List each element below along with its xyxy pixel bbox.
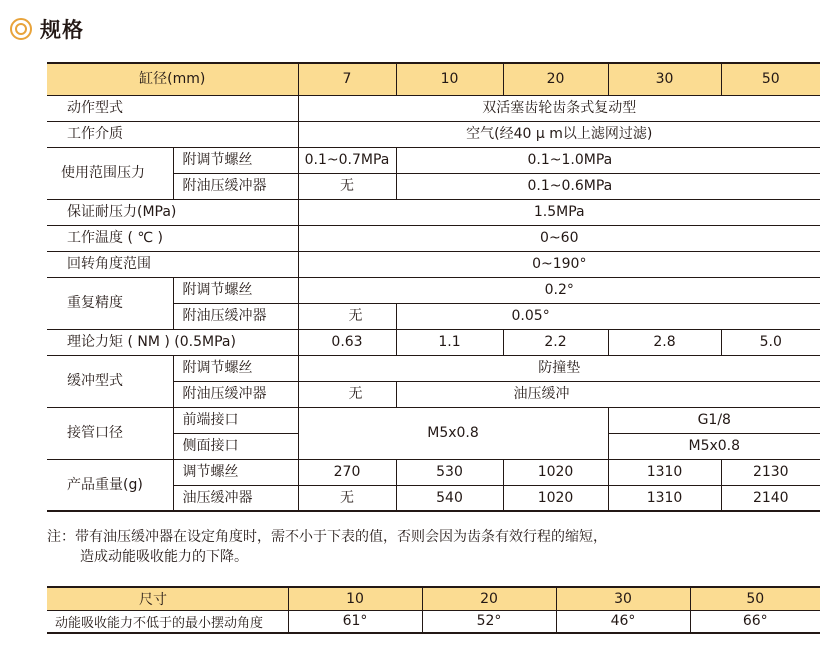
min-angle-label: 动能吸收能力不低于的最小摆动角度 xyxy=(47,610,288,633)
cushion-shock-rest: 油压缓冲 xyxy=(396,381,820,407)
port-side-label: 侧面接口 xyxy=(173,433,298,459)
torque-10: 1.1 xyxy=(396,329,503,355)
table-row xyxy=(47,277,820,303)
weight-adj-screw-label: 调节螺丝 xyxy=(173,459,298,485)
repeatability-shock-label: 附油压缓冲器 xyxy=(173,303,298,329)
temperature-value: 0~60 xyxy=(298,225,820,251)
bore-7: 7 xyxy=(298,63,396,95)
weight-adj-50: 2130 xyxy=(721,459,820,485)
note xyxy=(47,527,607,567)
size-30: 30 xyxy=(556,587,690,610)
action-type-label: 动作型式 xyxy=(47,95,298,121)
table-row xyxy=(47,407,820,433)
weight-shock-7: 无 xyxy=(298,485,396,511)
table-row xyxy=(47,95,820,121)
cushion-shock-label: 附油压缓冲器 xyxy=(173,381,298,407)
port-label: 接管口径 xyxy=(47,407,173,459)
action-type-value: 双活塞齿轮齿条式复动型 xyxy=(298,95,820,121)
bore-20: 20 xyxy=(503,63,608,95)
table-row xyxy=(47,147,820,173)
table-row xyxy=(47,225,820,251)
table-row xyxy=(47,199,820,225)
repeatability-shock-7: 无 xyxy=(298,303,396,329)
repeatability-label: 重复精度 xyxy=(47,277,173,329)
size-50: 50 xyxy=(690,587,820,610)
pressure-shock-label: 附油压缓冲器 xyxy=(173,173,298,199)
rotation-range-value: 0~190° xyxy=(298,251,820,277)
torque-50: 5.0 xyxy=(721,329,820,355)
size-20: 20 xyxy=(422,587,556,610)
bore-30: 30 xyxy=(608,63,721,95)
weight-adj-30: 1310 xyxy=(608,459,721,485)
angle-10: 61° xyxy=(288,610,422,633)
port-front-label: 前端接口 xyxy=(173,407,298,433)
weight-adj-10: 530 xyxy=(396,459,503,485)
repeatability-adj-screw-value: 0.2° xyxy=(298,277,820,303)
header-row xyxy=(47,63,820,95)
weight-shock-20: 1020 xyxy=(503,485,608,511)
weight-shock-30: 1310 xyxy=(608,485,721,511)
torque-7: 0.63 xyxy=(298,329,396,355)
size-header-label: 尺寸 xyxy=(47,587,288,610)
proof-pressure-label: 保证耐压力(MPa) xyxy=(47,199,298,225)
port-side-large: M5x0.8 xyxy=(608,433,820,459)
rotation-range-label: 回转角度范围 xyxy=(47,251,298,277)
weight-adj-20: 1020 xyxy=(503,459,608,485)
spec-table xyxy=(47,62,820,512)
pressure-adj-screw-rest: 0.1~1.0MPa xyxy=(396,147,820,173)
torque-20: 2.2 xyxy=(503,329,608,355)
temperature-label: 工作温度 ( ℃ ) xyxy=(47,225,298,251)
note-line-1: 注：带有油压缓冲器在设定角度时，需不小于下表的值，否则会因为齿条有效行程的缩短， xyxy=(47,529,607,545)
double-circle-icon xyxy=(10,18,32,40)
table-row xyxy=(47,355,820,381)
table-row xyxy=(47,329,820,355)
table-row xyxy=(47,121,820,147)
port-small-value: M5x0.8 xyxy=(298,407,608,459)
bore-10: 10 xyxy=(396,63,503,95)
repeatability-shock-rest: 0.05° xyxy=(396,303,820,329)
section-title xyxy=(10,14,84,44)
cushion-label: 缓冲型式 xyxy=(47,355,173,407)
note-line-2: 造成动能吸收能力的下降。 xyxy=(80,549,248,565)
header-row xyxy=(47,587,820,610)
weight-shock-50: 2140 xyxy=(721,485,820,511)
min-angle-table xyxy=(47,586,820,634)
torque-label: 理论力矩 ( NM ) (0.5MPa) xyxy=(47,329,298,355)
weight-adj-7: 270 xyxy=(298,459,396,485)
table-row xyxy=(47,459,820,485)
pressure-shock-7: 无 xyxy=(298,173,396,199)
pressure-adj-screw-label: 附调节螺丝 xyxy=(173,147,298,173)
size-10: 10 xyxy=(288,587,422,610)
angle-50: 66° xyxy=(690,610,820,633)
pressure-shock-rest: 0.1~0.6MPa xyxy=(396,173,820,199)
medium-value: 空气(经40 μ m以上滤网过滤) xyxy=(298,121,820,147)
port-front-large: G1/8 xyxy=(608,407,820,433)
cushion-adj-screw-label: 附调节螺丝 xyxy=(173,355,298,381)
angle-30: 46° xyxy=(556,610,690,633)
bore-50: 50 xyxy=(721,63,820,95)
weight-shock-label: 油压缓冲器 xyxy=(173,485,298,511)
table-row xyxy=(47,251,820,277)
page-title: 规格 xyxy=(40,18,84,42)
bore-header-label: 缸径(mm) xyxy=(47,63,298,95)
table-row xyxy=(47,610,820,633)
weight-shock-10: 540 xyxy=(396,485,503,511)
cushion-shock-7: 无 xyxy=(298,381,396,407)
torque-30: 2.8 xyxy=(608,329,721,355)
pressure-range-label: 使用范围压力 xyxy=(47,147,173,199)
medium-label: 工作介质 xyxy=(47,121,298,147)
proof-pressure-value: 1.5MPa xyxy=(298,199,820,225)
weight-label: 产品重量(g) xyxy=(47,459,173,511)
pressure-adj-screw-7: 0.1~0.7MPa xyxy=(298,147,396,173)
angle-20: 52° xyxy=(422,610,556,633)
cushion-adj-screw-value: 防撞垫 xyxy=(298,355,820,381)
repeatability-adj-screw-label: 附调节螺丝 xyxy=(173,277,298,303)
